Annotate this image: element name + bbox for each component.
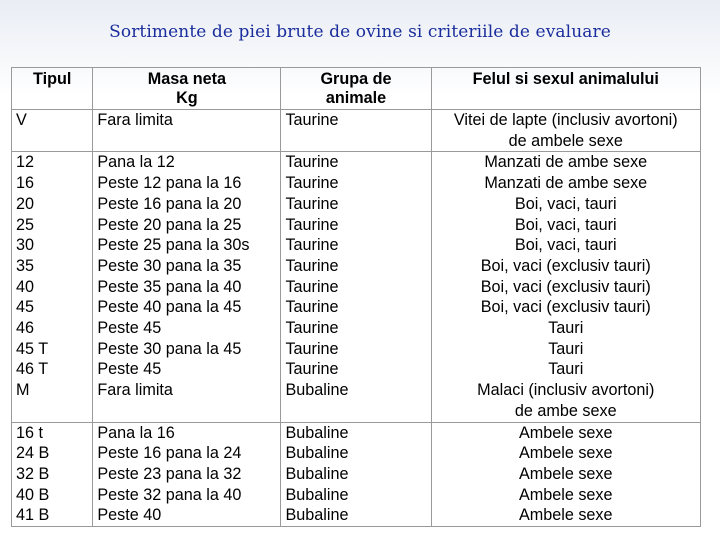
table-cell-line: Taurine <box>285 360 339 379</box>
table-cell-line: Tauri <box>548 360 584 379</box>
cell-tipul <box>12 110 93 152</box>
table-cell-line: Fara limita <box>97 111 173 129</box>
table-cell-line: Malaci (inclusiv avortoni) de ambe sexe <box>477 381 655 420</box>
table-row <box>12 422 701 527</box>
cell-masa-neta <box>93 152 281 422</box>
table-cell-line: Taurine <box>285 194 339 213</box>
sorting-table <box>11 67 701 527</box>
table-cell-line: 12 <box>16 153 35 172</box>
cell-tipul <box>12 422 93 527</box>
table-cell-line: Taurine <box>285 339 339 358</box>
table-cell-line: Peste 40 <box>97 506 162 525</box>
table-cell-line: Peste 20 pana la 25 <box>97 215 242 234</box>
table-cell-line: Pana la 16 <box>97 423 175 442</box>
table-cell-line: Boi, vaci (exclusiv tauri) <box>480 298 651 317</box>
cell-grupa <box>281 110 431 152</box>
table-cell-line: Taurine <box>285 111 339 129</box>
table-cell-line: Ambele sexe <box>518 444 613 463</box>
table-cell-line: Tauri <box>548 339 584 358</box>
table-cell-line: 24 B <box>16 444 50 463</box>
table-cell-line: Bubaline <box>285 381 349 400</box>
table-row <box>12 152 701 422</box>
table-cell-line: Peste 32 pana la 40 <box>97 485 242 504</box>
table-cell-line: Boi, vaci, tauri <box>514 236 617 255</box>
cell-grupa <box>281 422 431 527</box>
table-cell-line: Peste 16 pana la 24 <box>97 444 242 463</box>
table-cell-line: Peste 30 pana la 45 <box>97 339 242 358</box>
table-cell-line: 40 B <box>16 485 50 504</box>
table-cell-line: 40 <box>16 277 35 296</box>
table-cell-line: Taurine <box>285 277 339 296</box>
table-row <box>12 110 701 152</box>
table-cell-line: Peste 23 pana la 32 <box>97 464 242 483</box>
table-cell-line: Peste 45 <box>97 319 162 338</box>
table-cell-line: Bubaline <box>285 423 349 442</box>
table-cell-line: Taurine <box>285 298 339 317</box>
cell-masa-neta <box>93 422 281 527</box>
table-cell-line: 16 t <box>16 423 44 442</box>
cell-masa-neta <box>93 110 281 152</box>
table-cell-line: Manzati de ambe sexe <box>484 174 648 193</box>
table-cell-line: 46 T <box>16 360 49 379</box>
table-cell-line: Ambele sexe <box>518 464 613 483</box>
table-cell-line: 45 T <box>16 339 49 358</box>
table-cell-line: 20 <box>16 194 35 213</box>
cell-felul-sexul <box>431 110 701 152</box>
table-cell-line: Taurine <box>285 236 339 255</box>
table-cell-line: Boi, vaci, tauri <box>514 194 617 213</box>
table-cell-line: 41 B <box>16 506 50 525</box>
cell-tipul <box>12 152 93 422</box>
table-cell-line: 30 <box>16 236 35 255</box>
cell-grupa <box>281 152 431 422</box>
table-cell-line: Peste 45 <box>97 360 162 379</box>
table-cell-line: Pana la 12 <box>97 153 175 172</box>
table-cell-line: Peste 30 pana la 35 <box>97 256 242 275</box>
table-cell-line: Bubaline <box>285 464 349 483</box>
table-cell-line: Taurine <box>285 174 339 193</box>
table-cell-line: 16 <box>16 174 35 193</box>
table-cell-line: Ambele sexe <box>518 506 613 525</box>
header-tipul: Tipul <box>12 68 93 110</box>
header-masa-neta: Masa neta Kg <box>93 68 281 110</box>
table-cell-line: Peste 16 pana la 20 <box>97 194 242 213</box>
table-cell-line: 32 B <box>16 464 50 483</box>
table-cell-line: Boi, vaci, tauri <box>514 215 617 234</box>
cell-felul-sexul <box>431 422 701 527</box>
table-cell-line: 25 <box>16 215 35 234</box>
table-cell-line: Boi, vaci (exclusiv tauri) <box>480 256 651 275</box>
table-cell-line: Peste 12 pana la 16 <box>97 174 242 193</box>
table-cell-line: Manzati de ambe sexe <box>484 153 648 172</box>
table-cell-line: Vitei de lapte (inclusiv avortoni) de ambele sexe <box>453 111 678 150</box>
cell-felul-sexul <box>431 152 701 422</box>
table-cell-line: Boi, vaci (exclusiv tauri) <box>480 277 651 296</box>
table-cell-line: Bubaline <box>285 444 349 463</box>
page-title: Sortimente de piei brute de ovine si criteriile de evaluare <box>109 22 611 42</box>
table-cell-line: Peste 40 pana la 45 <box>97 298 242 317</box>
table-cell-line: Taurine <box>285 215 339 234</box>
table-cell-line: Peste 35 pana la 40 <box>97 277 242 296</box>
table-cell-line: Peste 25 pana la 30s <box>97 236 250 255</box>
table-cell-line: Bubaline <box>285 485 349 504</box>
table-cell-line: Taurine <box>285 256 339 275</box>
table-cell-line: 35 <box>16 256 35 275</box>
table-body <box>12 110 701 527</box>
table-header-row <box>12 68 701 110</box>
table-cell-line: Taurine <box>285 153 339 172</box>
table-cell-line: V <box>16 111 27 129</box>
table-cell-line: Tauri <box>548 319 584 338</box>
table-cell-line: Bubaline <box>285 506 349 525</box>
header-grupa: Grupa de animale <box>281 68 431 110</box>
table-cell-line: Taurine <box>285 319 339 338</box>
table-cell-line: Ambele sexe <box>518 485 613 504</box>
table-cell-line: Fara limita <box>97 381 173 400</box>
table-cell-line: 46 <box>16 319 35 338</box>
table-cell-line: Ambele sexe <box>518 423 613 442</box>
header-felul-sexul: Felul si sexul animalului <box>431 68 701 110</box>
table-cell-line: 45 <box>16 298 35 317</box>
table-cell-line: M <box>16 381 30 400</box>
